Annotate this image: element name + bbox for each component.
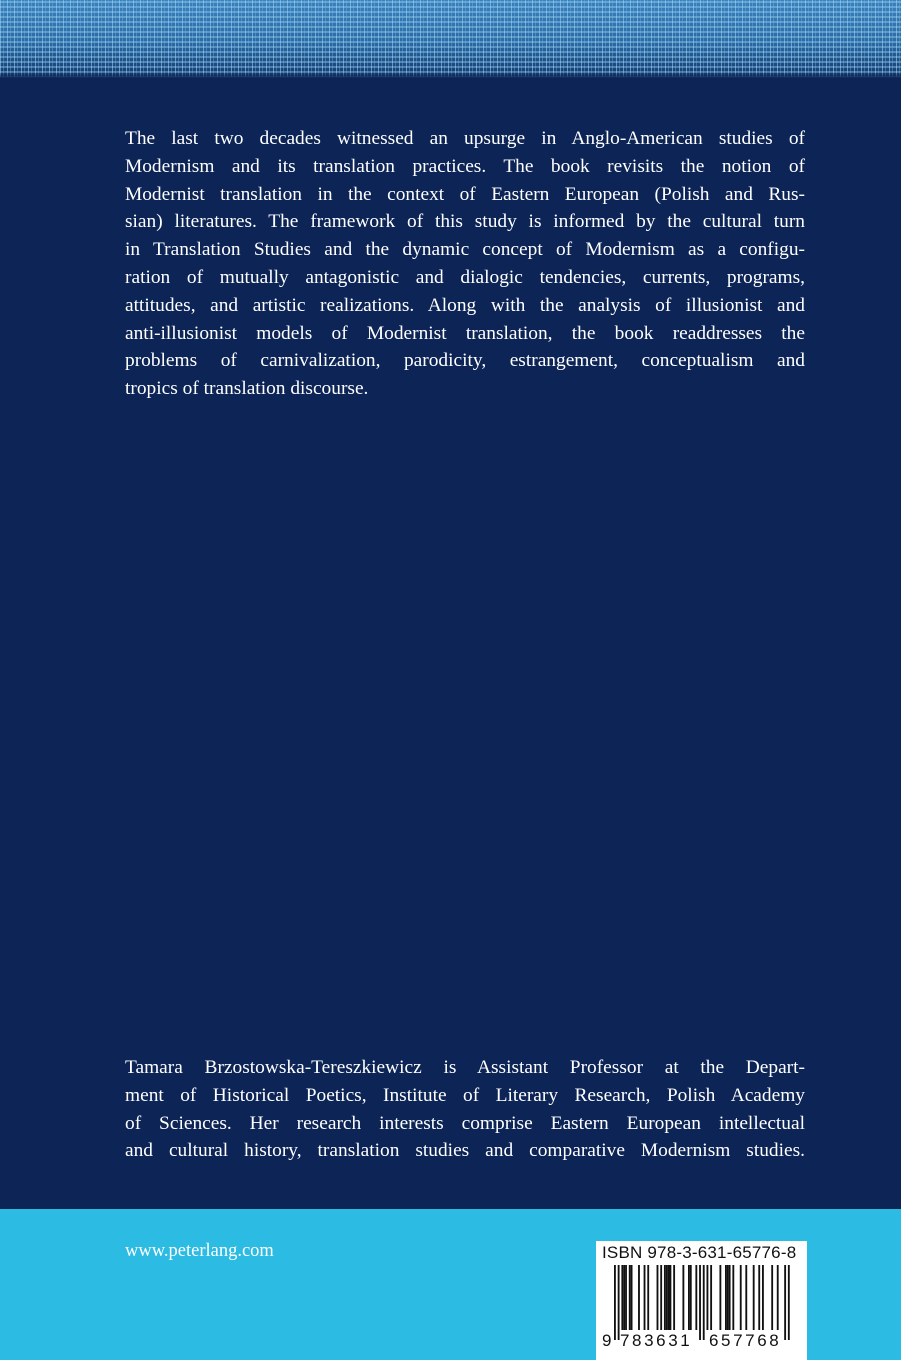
barcode-bar <box>784 1265 786 1340</box>
barcode-bar <box>695 1265 697 1330</box>
barcode-bar <box>690 1265 692 1330</box>
isbn-label: ISBN 978-3-631-65776-8 <box>602 1243 797 1262</box>
barcode-bar <box>788 1265 790 1340</box>
barcode-bar <box>621 1265 623 1330</box>
bio-line: and cultural history, translation studies and comparative Modernism studies. <box>125 1140 805 1162</box>
barcode-bar <box>777 1265 779 1330</box>
barcode-bar <box>623 1265 625 1330</box>
description-line: ration of mutually antagonistic and dialogic tendencies, currents, programs, <box>125 266 805 288</box>
barcode-bar <box>729 1265 731 1330</box>
isbn-barcode <box>596 1241 807 1360</box>
barcode-bar <box>688 1265 690 1330</box>
barcode-bar <box>631 1265 633 1330</box>
barcode-bar <box>710 1265 712 1330</box>
barcode-bar <box>629 1265 631 1330</box>
top-pattern-band <box>0 0 901 78</box>
barcode-bar <box>664 1265 666 1330</box>
barcode-bar <box>673 1265 675 1330</box>
description-line: anti-illusionist models of Modernist translation, the book readdresses the <box>125 322 805 344</box>
description-line: tropics of translation discourse. <box>125 378 369 400</box>
barcode-bar <box>625 1265 627 1330</box>
barcode-bar <box>753 1265 755 1330</box>
barcode-bar <box>670 1265 672 1330</box>
bio-line: of Sciences. Her research interests comprise Eastern European intellectual <box>125 1112 805 1134</box>
barcode-first-digit: 9 <box>602 1331 612 1350</box>
barcode-bar <box>668 1265 670 1330</box>
description-line: Modernist translation in the context of Eastern European (Polish and Rus- <box>125 183 805 205</box>
description-line: in Translation Studies and the dynamic concept of Modernism as a configu- <box>125 239 805 261</box>
publisher-website[interactable]: www.peterlang.com <box>125 1241 274 1261</box>
barcode-bar <box>682 1265 684 1330</box>
barcode-bar <box>660 1265 662 1330</box>
bio-line: Tamara Brzostowska-Tereszkiewicz is Assistant Professor at the Depart- <box>125 1057 805 1078</box>
barcode-left-group: 783631 <box>620 1331 693 1350</box>
barcode-bar <box>638 1265 640 1330</box>
author-bio <box>125 1054 805 1165</box>
barcode-bar <box>657 1265 659 1330</box>
barcode-bar <box>727 1265 729 1330</box>
bio-line: ment of Historical Poetics, Institute of Literary Research, Polish Academy <box>125 1084 805 1106</box>
barcode-right-group: 657768 <box>709 1331 782 1350</box>
barcode-bar <box>758 1265 760 1330</box>
barcode-bar <box>707 1265 709 1330</box>
barcode-bar <box>732 1265 734 1330</box>
barcode-bar <box>719 1265 721 1330</box>
barcode-bar <box>614 1265 616 1340</box>
barcode-bar <box>666 1265 668 1330</box>
barcode-bar <box>740 1265 742 1330</box>
barcode-bar <box>771 1265 773 1330</box>
barcode-bar <box>762 1265 764 1330</box>
description-line: sian) literatures. The framework of this study is informed by the cultural turn <box>125 211 805 233</box>
barcode-bar <box>647 1265 649 1330</box>
description-line: problems of carnivalization, parodicity, estrangement, conceptualism and <box>125 350 805 372</box>
description-line: attitudes, and artistic realizations. Along with the analysis of illusionist and <box>125 294 805 316</box>
barcode-bar <box>725 1265 727 1330</box>
barcode-bar <box>618 1265 620 1340</box>
barcode-bar <box>745 1265 747 1330</box>
barcode-bar <box>644 1265 646 1330</box>
book-description <box>125 125 805 403</box>
barcode-bar <box>703 1265 705 1340</box>
description-line: The last two decades witnessed an upsurge in Anglo-American studies of <box>125 128 805 149</box>
barcode-bar <box>699 1265 701 1340</box>
description-line: Modernism and its translation practices. The book revisits the notion of <box>125 155 805 177</box>
